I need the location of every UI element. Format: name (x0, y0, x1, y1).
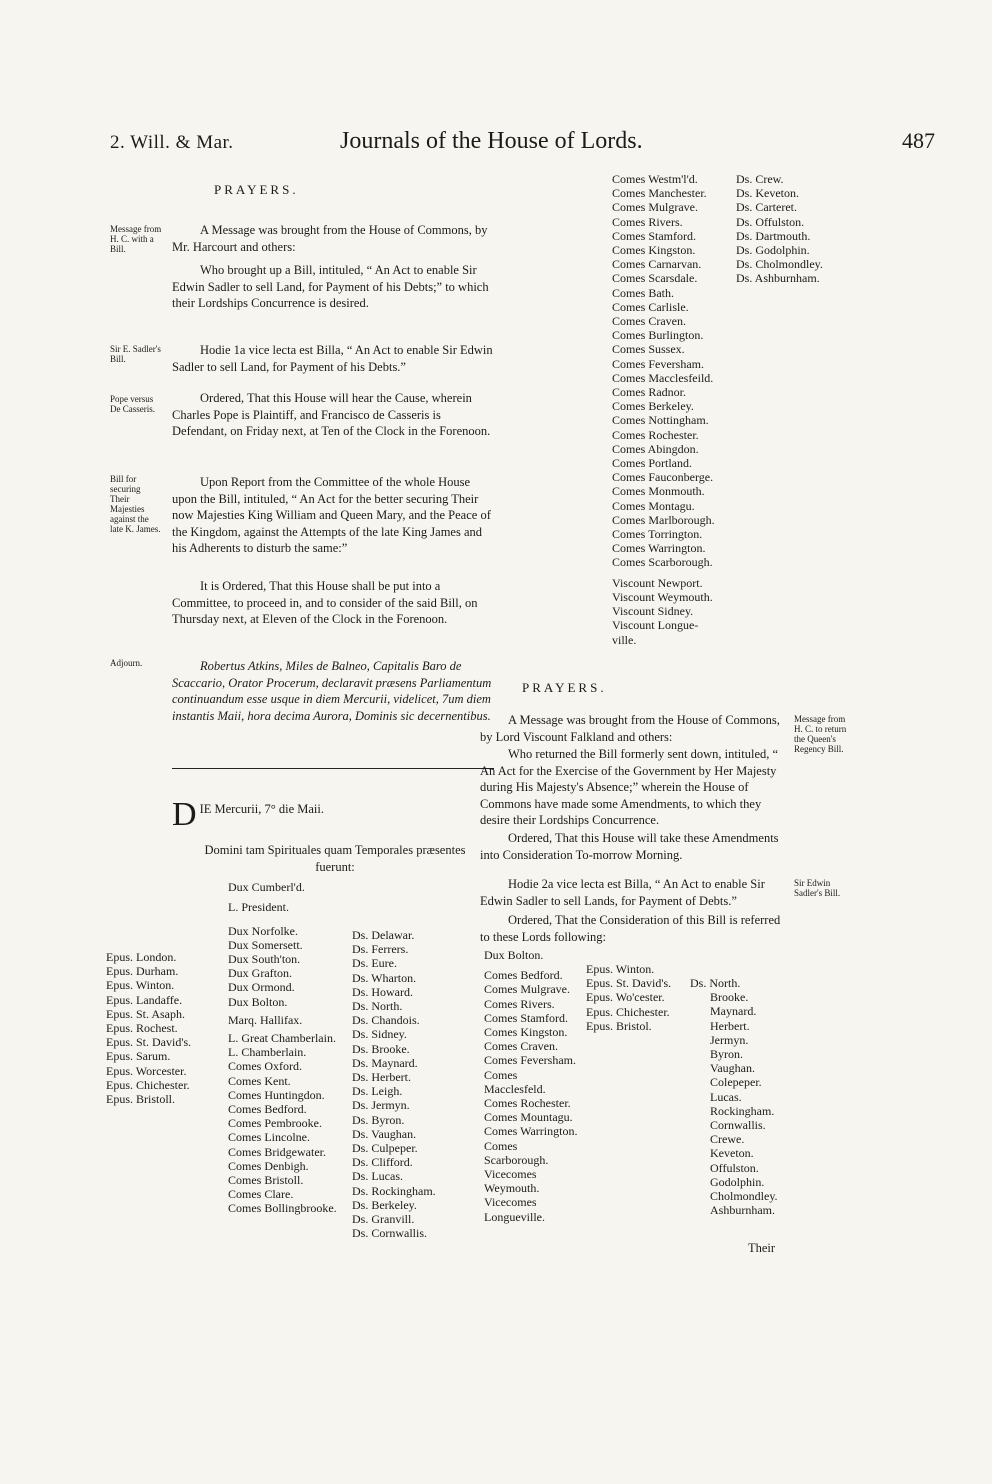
list-item: Comes Fauconberge. (612, 470, 714, 485)
committee-list-barons (690, 976, 778, 1217)
list-item: Viscount Weymouth. (612, 589, 713, 604)
list-item: Comes Marlborough. (612, 512, 715, 527)
list-item: Comes Kingston. (484, 1025, 568, 1040)
list-item: Viscount Newport. (612, 575, 703, 590)
list-item: Epus. Landaffe. (106, 992, 183, 1007)
domini-line: Domini tam Spirituales quam Temporales præsentes fuerunt: (204, 843, 466, 874)
list-item: Epus. Wo'cester. (586, 990, 665, 1005)
list-item: Rockingham. (710, 1103, 775, 1118)
list-item: Comes Lincolne. (228, 1130, 310, 1145)
list-item: Ds. Brooke. (352, 1041, 410, 1056)
adjournment-paragraph: Robertus Atkins, Miles de Balneo, Capitalis Baro de Scaccario, Orator Procerum, declaravit præsens Parliamentum continuandum esse usque in diem Mercurii, videlicet, 7um diem instantis Maii, hora decima Aurora, Dominis sic decernentibus. (172, 659, 492, 723)
running-head-regnal: 2. Will. & Mar. (110, 132, 234, 153)
list-item: Ds. North. (690, 976, 741, 990)
list-item: Ds. Culpeper. (352, 1141, 418, 1156)
list-item: Dux Bolton. (228, 994, 288, 1009)
list-item: Ds. Lucas. (352, 1169, 403, 1184)
list-item: Ds. Herbert. (352, 1070, 411, 1085)
list-item: Ds. Howard. (352, 984, 413, 999)
list-item: Epus. St. David's. (586, 976, 672, 991)
list-item: Colepeper. (710, 1075, 762, 1090)
list-item: Comes Feversham. (484, 1053, 576, 1068)
committee-list-bishops (586, 962, 671, 1033)
list-item: Dux Somersett. (228, 938, 303, 953)
list-item: Dux Grafton. (228, 966, 292, 981)
list-item: L. President. (228, 900, 289, 915)
list-item: Comes Rochester. (612, 427, 699, 442)
list-item: Comes Monmouth. (612, 484, 705, 499)
list-item: Comes Clare. (228, 1187, 294, 1202)
list-item: Comes Pembrooke. (228, 1116, 322, 1131)
second-reading-paragraph: Hodie 2a vice lecta est Billa, “ An Act to enable Sir Edwin Sadler to sell Lands, for Payment of Debts.” (480, 877, 765, 908)
margin-note-regency: Message from H. C. to return the Queen's Regency Bill. (794, 714, 847, 754)
message-paragraph: A Message was brought from the House of Commons, by Mr. Harcourt and others: (172, 223, 488, 254)
list-item: Comes Bristoll. (228, 1173, 304, 1188)
list-item: Comes Torrington. (612, 527, 703, 542)
list-item: Epus. Winton. (586, 962, 655, 976)
list-item: Epus. Winton. (106, 978, 175, 993)
list-item: Comes Scarsdale. (612, 271, 698, 286)
list-item: Comes Warrington. (612, 541, 706, 556)
margin-note-message: Message from H. C. with a Bill. (110, 224, 162, 254)
list-item: Cornwallis. (710, 1118, 766, 1133)
list-item: Comes Stamford. (484, 1010, 568, 1025)
list-item: Dux Ormond. (228, 980, 295, 995)
list-item: Epus. Bristoll. (106, 1092, 176, 1107)
list-item: Viscount Sidney. (612, 604, 694, 619)
list-item: Comes Scarborough. (484, 1138, 549, 1167)
list-item: Ds. Maynard. (352, 1055, 418, 1070)
list-item: Comes Macclesfeild. (612, 370, 714, 385)
list-item: Comes Bollingbrooke. (228, 1201, 337, 1216)
list-item: Ds. Ashburnham. (736, 271, 820, 286)
list-item: Comes Denbigh. (228, 1158, 309, 1173)
report-paragraph: Upon Report from the Committee of the whole House upon the Bill, intituled, “ An Act for the better securing Their now Majesties King William and Queen Mary, and the Peace of the Kingdom, against the Attempts of the late King James and his Adherents to disturb the same:” (172, 475, 491, 555)
list-item: Comes Warrington. (484, 1124, 578, 1139)
list-item: Comes Mountagu. (484, 1110, 573, 1125)
returned-paragraph: Who returned the Bill formerly sent down, intituled, “ An Act for the Exercise of the Government by Her Majesty during His Majesty's Absence;” wherein the House of Commons have made some Amendments, to which they desire their Lordships Concurrence. (480, 747, 779, 827)
list-item: Comes Carnarvan. (612, 257, 702, 272)
bishops-list (106, 950, 191, 1106)
list-item: Ds. Ferrers. (352, 942, 409, 957)
list-item: Ds. Byron. (352, 1112, 405, 1127)
list-item: Comes Stamford. (612, 228, 696, 243)
list-item: Dux Bolton. (484, 948, 544, 962)
list-item: Comes Berkeley. (612, 399, 694, 414)
prayers-heading: PRAYERS. (214, 182, 299, 197)
list-item: Ashburnham. (710, 1203, 775, 1218)
list-item: L. Great Chamberlain. (228, 1031, 336, 1046)
margin-note-sadler: Sir E. Sadler's Bill. (110, 344, 161, 364)
list-item: Ds. Sidney. (352, 1027, 407, 1042)
list-item: Ds. Delawar. (352, 928, 415, 942)
ordered-consideration: Ordered, That the Consideration of this Bill is referred to these Lords following: (480, 913, 781, 944)
list-item: Godolphin. (710, 1174, 765, 1189)
list-item: Comes Burlington. (612, 328, 704, 343)
list-item: Comes Kent. (228, 1073, 291, 1088)
list-item: Epus. Worcester. (106, 1063, 187, 1078)
list-item: Comes Bedford. (228, 1102, 307, 1117)
list-item: Lucas. (710, 1089, 742, 1104)
ordered-amendments: Ordered, That this House will take these Amendments into Consideration To-morrow Morning. (480, 831, 779, 862)
list-item: Comes Rochester. (484, 1096, 571, 1111)
list-item: Dux Norfolke. (228, 924, 298, 938)
list-item: Comes Bedford. (484, 968, 563, 983)
list-item: Marq. Hallifax. (228, 1012, 303, 1027)
list-item: Ds. Dartmouth. (736, 228, 811, 243)
list-item: Ds. Crew. (736, 172, 784, 186)
list-item: Ds. Berkeley. (352, 1197, 417, 1212)
list-item: Ds. Wharton. (352, 970, 417, 985)
list-item: Comes Craven. (612, 314, 686, 329)
list-item: Comes Rivers. (612, 214, 683, 229)
message-paragraph-2: A Message was brought from the House of Commons, by Lord Viscount Falkland and others: (480, 713, 780, 744)
list-item: Comes Macclesfeld. (484, 1067, 546, 1096)
list-item: Cholmondley. (710, 1189, 778, 1204)
list-item: Epus. Chichester. (106, 1077, 190, 1092)
margin-note-bill: Bill for securing Their Majesties against the late K. James. (110, 474, 161, 534)
list-item: Epus. Chichester. (586, 1004, 670, 1019)
list-item: Comes Radnor. (612, 385, 686, 400)
die-heading (172, 796, 494, 833)
who-paragraph: Who brought up a Bill, intituled, “ An Act to enable Sir Edwin Sadler to sell Land, for Payment of his Debts;” to which their Lordships Concurrence is desired. (172, 263, 489, 310)
running-head-title: Journals of the House of Lords. (340, 128, 643, 154)
first-reading-paragraph: Hodie 1a vice lecta est Billa, “ An Act to enable Sir Edwin Sadler to sell Land, for Payment of his Debts.” (172, 343, 493, 374)
section-rule (172, 768, 494, 769)
list-item: Byron. (710, 1047, 743, 1062)
list-item: Comes Craven. (484, 1039, 558, 1054)
list-item: Epus. London. (106, 950, 177, 964)
list-item: Comes Huntingdon. (228, 1087, 325, 1102)
list-item: Comes Feversham. (612, 356, 704, 371)
list-item: Vicecomes Weymouth. (484, 1167, 540, 1196)
committee-list-lay (484, 948, 580, 1224)
list-item: Vaughan. (710, 1061, 755, 1076)
list-item: Comes Portland. (612, 456, 692, 471)
list-item: Comes Abingdon. (612, 441, 699, 456)
list-item: Ds. Godolphin. (736, 243, 810, 258)
list-item: Ds. Leigh. (352, 1084, 403, 1099)
dukes-earls-list (228, 952, 346, 1216)
drop-capital: D (172, 796, 197, 833)
list-item: Epus. Rochest. (106, 1021, 178, 1036)
list-item: Comes Rivers. (484, 996, 555, 1011)
list-item: Epus. Durham. (106, 964, 179, 979)
page-number: 487 (902, 128, 935, 153)
list-item: Comes Scarborough. (612, 555, 713, 570)
list-item: Ds. Vaughan. (352, 1126, 417, 1141)
list-item: Comes Sussex. (612, 342, 685, 357)
list-item: Comes Manchester. (612, 186, 707, 201)
list-item: Ds. Jermyn. (352, 1098, 410, 1113)
list-item: Ds. Carteret. (736, 200, 797, 215)
catchword: Their (748, 1241, 776, 1255)
list-item: Maynard. (710, 1004, 757, 1019)
list-item: Ds. Eure. (352, 956, 397, 971)
margin-note-sadler-2: Sir Edwin Sadler's Bill. (794, 878, 841, 898)
margin-note-adjourn: Adjourn. (110, 658, 143, 668)
prayers-heading-2: PRAYERS. (522, 680, 607, 695)
list-item: Dux South'ton. (228, 952, 301, 966)
list-item: Ds. North. (352, 999, 403, 1014)
list-item: Ds. Offulston. (736, 214, 805, 229)
list-item: Brooke. (710, 990, 749, 1005)
list-item: Comes Oxford. (228, 1059, 302, 1074)
committee-paragraph: It is Ordered, That this House shall be put into a Committee, to proceed in, and to consider of the said Bill, on Thursday next, at Eleven of the Clock in the Forenoon. (172, 579, 478, 626)
list-item: Comes Bath. (612, 285, 674, 300)
list-item: Jermyn. (710, 1032, 749, 1047)
list-item: Crewe. (710, 1132, 745, 1147)
list-item: Epus. Bristol. (586, 1018, 652, 1033)
earls-continued-list (612, 172, 722, 647)
list-item: Comes Mulgrave. (484, 982, 570, 997)
list-item: Ds. Keveton. (736, 186, 799, 201)
list-item: Herbert. (710, 1018, 750, 1033)
list-item: Keveton. (710, 1146, 754, 1161)
list-item: Offulston. (710, 1160, 759, 1175)
list-item: Ds. Rockingham. (352, 1183, 436, 1198)
list-item: Ds. Chandois. (352, 1013, 420, 1028)
list-item: Comes Montagu. (612, 498, 695, 513)
margin-note-pope: Pope versus De Casseris. (110, 394, 155, 414)
list-item: Comes Kingston. (612, 243, 696, 258)
attendance-dukes-top (228, 924, 303, 952)
die-line: IE Mercurii, 7° die Maii. (199, 802, 324, 816)
list-item: Epus. St. Asaph. (106, 1006, 186, 1021)
barons-continued-list (736, 172, 823, 286)
list-item: Ds. Cornwallis. (352, 1226, 427, 1241)
list-item: Ds. Granvill. (352, 1212, 415, 1227)
list-item: Comes Westm'l'd. (612, 172, 698, 186)
attendance-top-list (228, 880, 305, 914)
list-item: Ds. Clifford. (352, 1155, 413, 1170)
ordered-pope-paragraph: Ordered, That this House will hear the Cause, wherein Charles Pope is Plaintiff, and Francisco de Casseris is Defendant, on Friday next, at Ten of the Clock in the Forenoon. (172, 391, 491, 438)
list-item: Epus. St. David's. (106, 1035, 192, 1050)
list-item: Comes Carlisle. (612, 299, 689, 314)
list-item: L. Chamberlain. (228, 1045, 307, 1060)
list-item: Comes Nottingham. (612, 413, 709, 428)
barons-list (352, 928, 436, 1240)
list-item: Vicecomes Longueville. (484, 1195, 545, 1224)
list-item: Comes Mulgrave. (612, 200, 698, 215)
list-item: Comes Bridgewater. (228, 1144, 326, 1159)
list-item: Viscount Longue-ville. (612, 618, 699, 647)
list-item: Ds. Cholmondley. (736, 257, 823, 272)
list-item: Dux Cumberl'd. (228, 880, 305, 894)
list-item: Epus. Sarum. (106, 1049, 171, 1064)
